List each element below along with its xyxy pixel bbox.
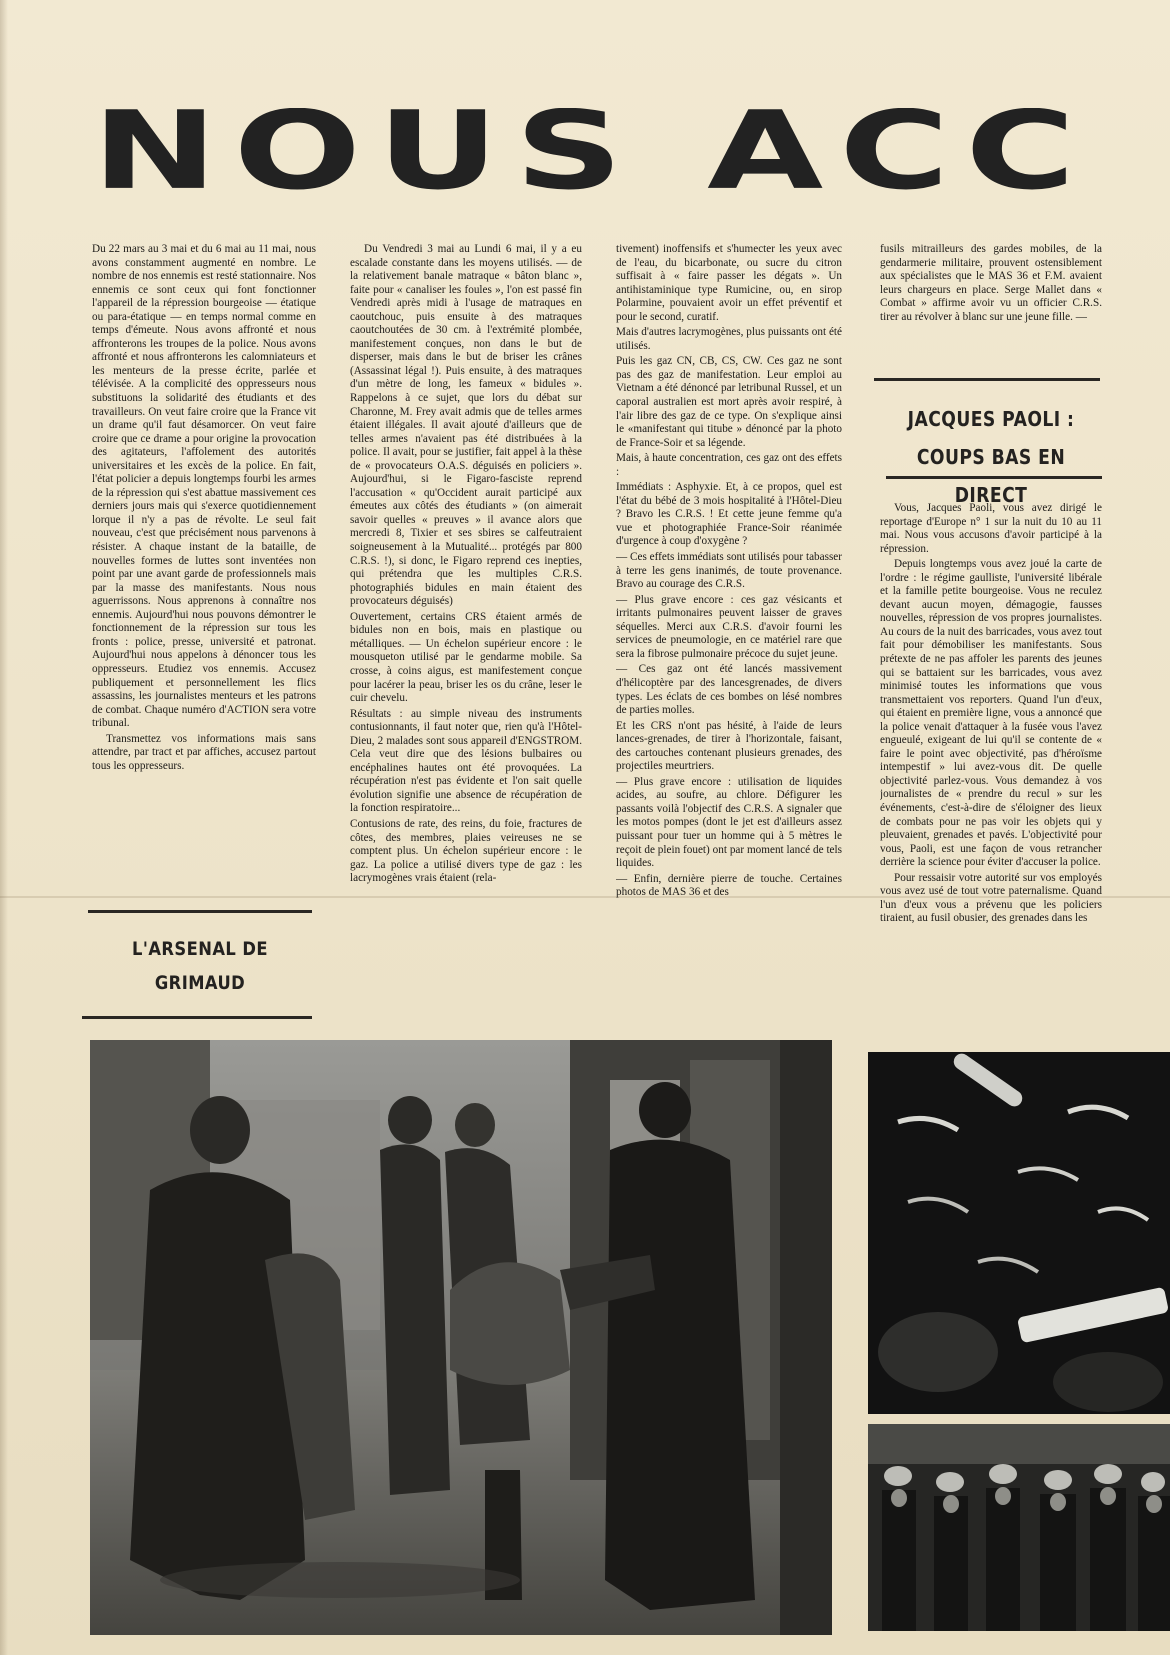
paragraph: — Ces gaz ont été lancés massivement d'hélicoptère par des lancesgrenades, de divers types. Les éclats de ces bombes on lésé nombres de parties molles. <box>616 663 842 717</box>
section-headline-paoli <box>894 400 1088 514</box>
paragraph: — Plus grave encore : ces gaz vésicants et irritants pulmonaires peuvent laisser de graves séquelles. Merci aux C.R.S. d'avoir fourni les services de pneumologie, en ce matériel rare que sera la fibrose pulmonaire précoce du sujet jeune. <box>616 593 842 660</box>
divider-rule <box>874 378 1100 381</box>
paragraph: Contusions de rate, des reins, du foie, fractures de côtes, des membres, plaies veireuses ne se comptent plus. Un échelon supérieur encore : le gaz. La police a utilisé divers type de gaz : les lacrymogènes vrais étaient (rela- <box>350 817 582 885</box>
street-scene-photo <box>90 1040 832 1635</box>
divider-rule <box>886 476 1102 479</box>
paragraph: Transmettez vos informations mais sans attendre, par tract et par affiches, accusez partout tous les oppresseurs. <box>92 732 316 772</box>
divider-rule <box>88 910 312 913</box>
paragraph: Résultats : au simple niveau des instruments contusionnants, il faut noter que, rien qu'à l'Hôtel-Dieu, 2 malades sont sous appareil d'ENGSTROM. Cela veut dire que des lésions bulbaires ou encéphalines hautes ont été provoquées. La récupération n'est pas évidente et l'on sait quelle évolution signifie une absence de récupération de la fonction respiratoire... <box>350 707 582 815</box>
headline-line: JACQUES PAOLI : <box>907 407 1075 431</box>
night-batons-image <box>868 1052 1170 1414</box>
article-column-4-top <box>880 243 1102 363</box>
headline-line: L'ARSENAL DE <box>132 938 268 960</box>
masthead-title: NOUS ACC <box>92 108 1092 195</box>
section-headline-arsenal <box>105 932 294 1000</box>
paragraph: Et les CRS n'ont pas hésité, à l'aide de leurs lances-grenades, de tirer à l'horizontale, faisant, des cartouches contenant plusieurs grenades, des projectiles meurtriers. <box>616 719 842 773</box>
paragraph: Depuis longtemps vous avez joué la carte de l'ordre : le régime gaulliste, l'université libérale et la famille petite bourgeoise. Vous ne reculez devant aucun moyen, démagogie, fausses nouvelles, répression de vos propres journalistes. Au cours de la nuit des barricades, vous avez tout fait pour démobiliser les manifestants. Sous prétexte de ne pas affoler les parents des jeunes qui se battaient sur les barricades, vous avez minimisé toutes les informations que vous transmettaient vos reporters. Quand l'un d'eux, qui étaient en première ligne, vous a annoncé que la police venait d'attaquer à la fusée vous l'avez engueulé, exigeant de lui qu'il se contente de « faire le point avec objectivité, pas d'héroïsme intempestif » lui avez-vous dit. De quelle objectivité parlez-vous. Vous demandez à vos journalistes de « prendre du recul » sur les événements, c'est-à-dire de s'éloigner des lieux de combats pour ne pas voir les objets qui y pleuvaient, grenades et pavés. L'objectivité pour vous, Paoli, est une façon de vous retrancher derrière la science pour éviter d'accuser la police. <box>880 558 1102 869</box>
police-line-image <box>868 1424 1170 1631</box>
paragraph: Mais d'autres lacrymogènes, plus puissants ont été utilisés. <box>616 326 842 352</box>
article-column-1 <box>92 243 316 888</box>
article-column-2 <box>350 243 582 1028</box>
article-column-3 <box>616 243 842 1028</box>
police-line-photo <box>868 1424 1170 1631</box>
paragraph: Puis les gaz CN, CB, CS, CW. Ces gaz ne sont pas des gaz de manifestation. Leur emploi au Vietnam a été dénoncé par letribunal Russel, et un caporal australien est mort après avoir respiré, à l'air libre des gaz de ce type. On s'explique ainsi le «manifestant qui titube » dénoncé par la photo de France-Soir et sa légende. <box>616 355 842 449</box>
paragraph: Du 22 mars au 3 mai et du 6 mai au 11 mai, nous avons constamment augmenté en nombre. Le nombre de nos ennemis est resté stationnaire. Nos ennemis ce sont ceux qui font fonctionner l'appareil de la répression bourgeoise — étatique ou para-étatique — en temps normal comme en temps d'émeute. Nous avons affronté et nous affronterons les troupes de la police. Nous avons affronté et nous affronterons les calomniateurs et les menteurs de la presse écrite, parlée et télévisée. A la complicité des oppresseurs nous substituons la solidarité des étudiants et des travailleurs. On veut faire croire que la France vit un drame qu'il faut désamorcer. On veut faire croire que ce drame a pour origine la provocation des agitateurs, l'affolement des autorités universitaires et les excès de la police. En fait, l'état policier a depuis longtemps fourbi les armes de la répression qui s'est abattue massivement ces derniers jours mais qui s'exerce quotidiennement lorque il n'y a pas de révolte. Le seul fait nouveau, c'est que précisément nous parvenons à résister. A chaque instant de la bataille, de nouvelles formes de luttes sont inventées non point par une avant garde de professionnels mais par la masse des manifestants. Nous nous aguerrissons. Nous apprenons à connaître nos ennemis. Aujourd'hui nous pouvons démontrer le fonctionnement de la répression sur tous les fronts : police, presse, université et patronat. Aujourd'hui nous appelons à dénoncer tous les oppresseurs. Etudiez vos ennemis. Accusez publiquement et personnellement les flics assassins, les journalistes menteurs et les patrons de combat. Chaque numéro d'ACTION sera votre tribunal. <box>92 243 316 730</box>
paragraph: — Plus grave encore : utilisation de liquides acides, au soufre, au chlore. Défigurer les passants voilà l'objectif des C.R.S. A signaler que les motos pompes (dont le jet est d'ailleurs assez puissant pour tuer un homme qui à 5 mètres le reçoit de plein fouet) ont par moment lancé de tels liquides. <box>616 775 842 870</box>
street-scene-image <box>90 1040 832 1635</box>
paragraph: Vous, Jacques Paoli, vous avez dirigé le reportage d'Europe n° 1 sur la nuit du 10 au 11 mai. Nous vous accusons d'avoir participé à la répression. <box>880 502 1102 555</box>
paragraph: tivement) inoffensifs et s'humecter les yeux avec de l'eau, du bicarbonate, ou sucre du citron suffisait à « faire passer les dégats ». Un antihistaminique type Rumicine, ou, en sirop Polarmine, pouvaient avoir un effet préventif et pour le second, curatif. <box>616 243 842 323</box>
paragraph: Ouvertement, certains CRS étaient armés de bidules non en bois, mais en plastique ou métalliques. — Un échelon supérieur encore : le mousqueton utilisé par le gendarme mobile. Sa crosse, à coins aigus, est manifestement conçue pour lacérer la peau, briser les os du crâne, leser le cuir chevelu. <box>350 610 582 705</box>
paragraph: Mais, à haute concentration, ces gaz ont des effets : <box>616 452 842 478</box>
paragraph: Pour ressaisir votre autorité sur vos employés vous avez usé de tout votre paternalisme. Quand l'un d'eux vous a prévenu que les policiers tiraient, au fusil obusier, des grenades dans les <box>880 871 1102 925</box>
paragraph: — Ces effets immédiats sont utilisés pour tabasser à terre les gens inanimés, de toute provenance. Bravo au courage des C.R.S. <box>616 551 842 591</box>
paragraph: Du Vendredi 3 mai au Lundi 6 mai, il y a eu escalade constante dans les moyens utilisés. — de la relativement banale matraque « bâton blanc », faite pour « canaliser les foules », l'on est passé fin Vendredi après midi à l'usage de matraques en caoutchouc, puis ensuite à des matraques caoutchoutées de 30 cm. à l'extrémité plombée, manifestement conçues, non dans le but de disperser, mais dans le but de briser les crânes (Assassinat légal !). Puis ensuite, à des matraques d'un mètre de long, les fameux « bidules ». Rappelons à ce sujet, que lors du débat sur Charonne, M. Frey avait admis que de telles armes étaient illégales. Il avait ajouté d'ailleurs que de telles armes n'avaient pas été distribuées à la police. Il avait, pour se justifier, fait appel à la thèse de « provocateurs O.A.S. déguisés en policiers ». Aujourd'hui, si le Figaro-fasciste reprend l'accusation « qu'Occident aurait participé aux émeutes aux côtés des étudiants » (on aimerait savoir quelles « preuves » il avance alors que mercredi 8, Tixier et ses sbires se calfeutraient soigneusement à la Mutualité... protégés par 800 C.R.S. !), si donc, le Figaro reprend ces inepties, qui prétendra que les multiples C.R.S. photographiés bidules en main étaient des provocateurs déguisés) <box>350 243 582 608</box>
headline-line: GRIMAUD <box>154 972 246 994</box>
night-batons-photo <box>868 1052 1170 1414</box>
divider-rule <box>82 1016 312 1019</box>
paragraph: Immédiats : Asphyxie. Et, à ce propos, quel est l'état du bébé de 3 mois hospitalité à l'Hôtel-Dieu ? Bravo les C.R.S. ! Et cette jeune femme qu'a vue et photographiée France-Soir réanimée d'urgence à coup d'oxygène ? <box>616 481 842 548</box>
headline-line: COUPS BAS EN DIRECT <box>916 445 1066 507</box>
page-edge-shadow <box>0 0 8 1655</box>
paragraph: — Enfin, dernière pierre de touche. Certaines photos de MAS 36 et des <box>616 872 842 899</box>
paragraph: fusils mitrailleurs des gardes mobiles, de la gendarmerie militaire, prouvent ostensiblement aux spécialistes que le MAS 36 et F.M. avaient leurs chargeurs en place. Serge Mallet dans « Combat » affirme avoir vu un officier C.R.S. tirer au révolver à blanc sur une jeune fille. — <box>880 243 1102 323</box>
article-column-4-body <box>880 502 1102 1028</box>
